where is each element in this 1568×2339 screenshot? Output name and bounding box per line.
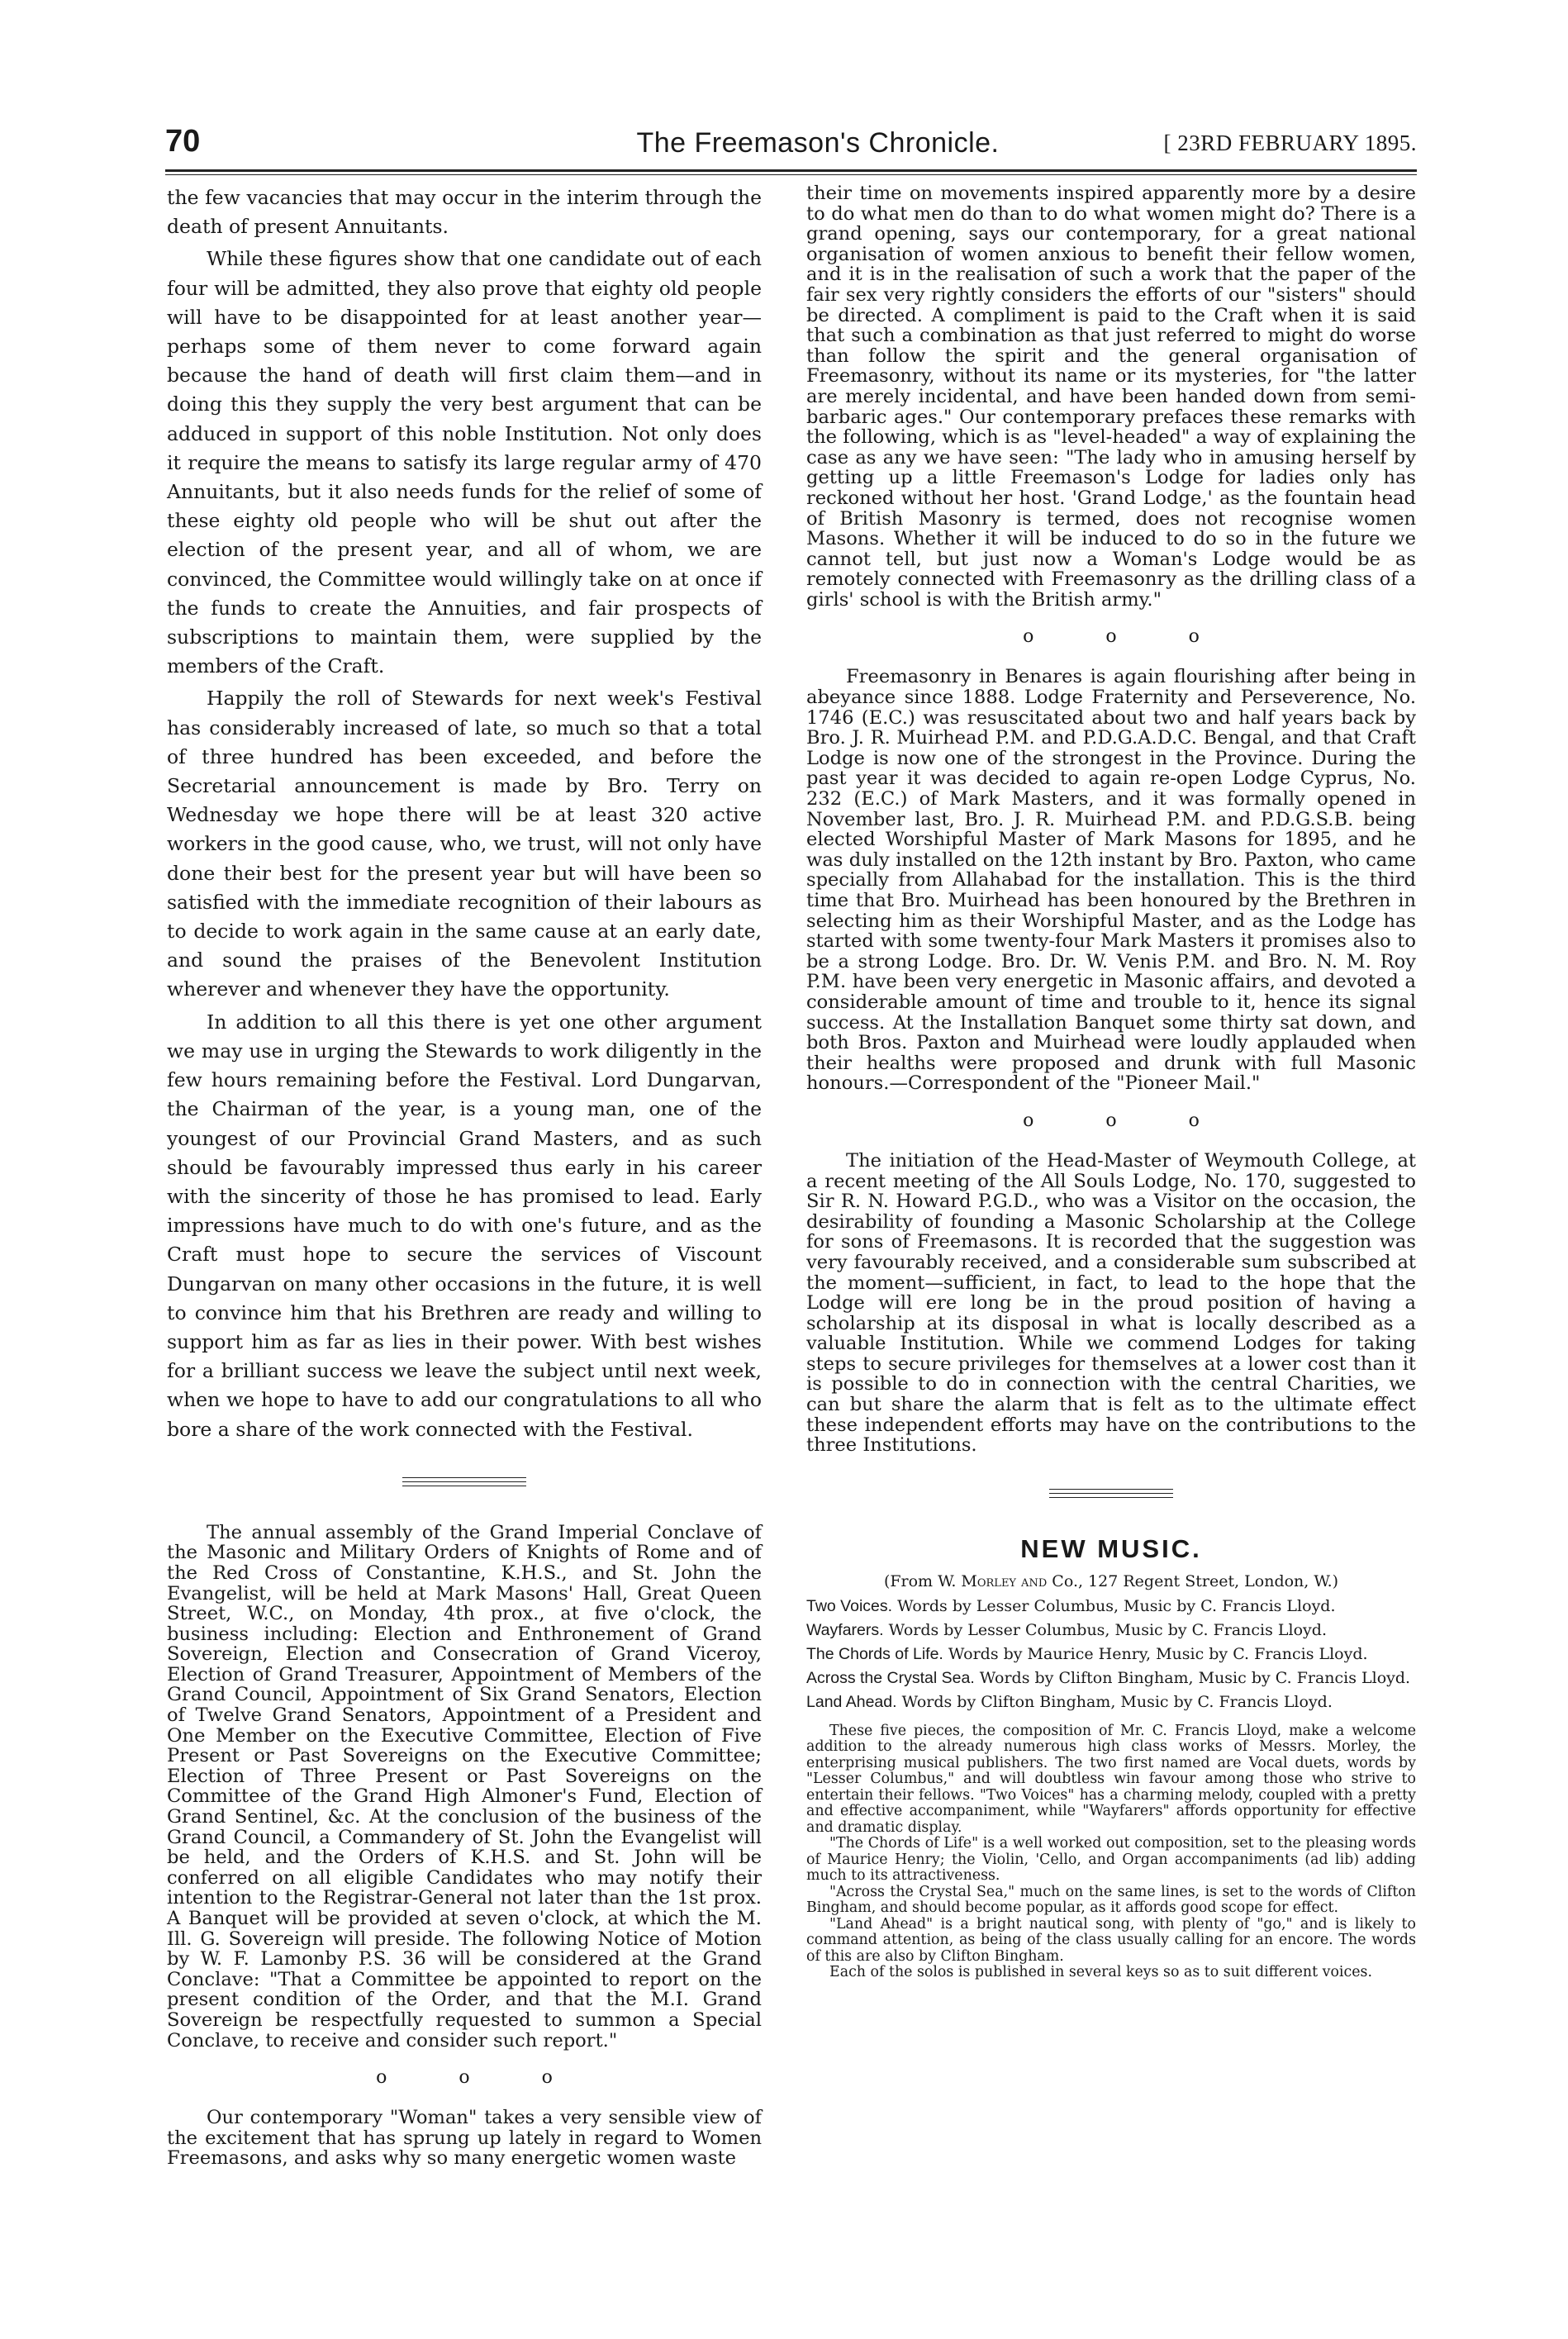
article-paragraph: Freemasonry in Benares is again flourishing after being in abeyance since 1888. Lodge Fraternity and Perseverence, No. 1746 (E.C.) was resuscitated about two and half years back by Bro. J. R. Muirhead P.M. and P.D.G.A.D.C. Bengal, and that Craft Lodge is now one of the strongest in the Province. During the past year it was decided to again re-open Lodge Cyprus, No. 232 (E.C.) of Mark Masters, and it was formally opened in November last, Bro. J. R. Muirhead P.M. and P.D.G.S.B. being elected Worshipful Master of Mark Masons for 1895, and he was duly installed on the 12th instant by Bro. Paxton, who came specially from Allahabad for the installation. This is the third time that Bro. Muirhead has been honoured by the Brethren in selecting him as their Worshipful Master, and as the Lodge has started with some twenty-four Mark Masters it promises also to be a strong Lodge. Bro. Dr. W. Venis P.M. and Bro. N. M. Roy P.M. have been very energetic in Masonic affairs, and devoted a considerable amount of time and trouble to it, hence its signal success. At the Installation Banquet some thirty sat down, and both Bros. Paxton and Muirhead were loudly applauded when their healths were proposed and drunk with full Masonic honours.—Correspondent of the "Pioneer Mail." [806,666,1416,1095]
review-paragraph: Each of the solos is published in several keys so as to suit different voices. [829,1964,1372,1981]
song-entry [806,1621,1416,1640]
song-title: Wayfarers. [806,1620,884,1639]
paragraph-separator: o o o [1023,1110,1233,1131]
left-column [167,183,762,2172]
music-review [806,1723,1416,1981]
song-title: The Chords of Life. [806,1644,943,1663]
song-title: Land Ahead. [806,1692,897,1711]
article-paragraph: The initiation of the Head-Master of Weymouth College, at a recent meeting of the All Souls Lodge, No. 170, suggested to Sir R. N. Howard P.G.D., who was a Visitor on the occasion, the desirability of founding a Masonic Scholarship at the College for sons of Freemasons. It is recorded that the suggestion was very favourably received, and a considerable sum subscribed at the moment—sufficient, in fact, to lead to the hope that the Lodge will ere long be in the proud position of having a scholarship at its disposal in what is locally described as a valuable Institution. While we commend Lodges for taking steps to secure privileges for themselves at a lower cost than it is possible to do in connection with the central Charities, we can but share the alarm that is felt as to the ultimate effect these independent efforts may have on the contributions to the three Institutions. [806,1149,1416,1457]
song-detail: Words by Clifton Bingham, Music by C. Francis Lloyd. [979,1668,1411,1687]
header-rule-thin [165,174,1417,175]
article-paragraph: While these figures show that one candidate out of each four will be admitted, they also prove that eighty old people will have to be disappointed for at least another year—perhaps some of them never to come forward again because the hand of death will first claim them—and in doing this they supply the very best argument that can be adduced in support of this noble Institution. Not only does it require the means to satisfy its large regular army of 470 Annuitants, but it also needs funds for the relief of some of these eighty old people who will be shut out after the election of the present year, and all of whom, we are convinced, the Committee would willingly take on at once if the funds to create the Annuities, and fair prospects of subscriptions to maintain them, were supplied by the members of the Craft. [167,247,762,678]
song-entry [806,1669,1416,1688]
publisher-address: Co., 127 Regent Street, London, W.) [1052,1571,1339,1590]
page-header [165,124,1417,174]
song-entry [806,1645,1416,1664]
article-paragraph: Happily the roll of Stewards for next week's Festival has considerably increased of late, so much so that a total of three hundred has been exceeded, and before the Secretarial announcement is made by Bro. Terry on Wednesday we hope there will be at least 320 active workers in the good cause, who, we trust, will not only have done their best for the present year but will have been so satisfied with the immediate recognition of their labours as to decide to work again in the same cause at an early date, and sound the praises of the Benevolent Institution wherever and whenever they have the opportunity. [167,687,762,1001]
article-paragraph: In addition to all this there is yet one other argument we may use in urging the Stewards to work diligently in the few hours remaining before the Festival. Lord Dungarvan, the Chairman of the year, is a young man, one of the youngest of our Provincial Grand Masters, and as such should be favourably impressed thus early in his career with the sincerity of those he has promised to lead. Early impressions have much to do with one's future, and as the Craft must hope to secure the services of Viscount Dungarvan on many other occasions in the future, it is well to convince him that his Brethren are ready and willing to support him as far as lies in their power. With best wishes for a brilliant success we leave the subject until next week, when we hope to have to add our congratulations to all who bore a share of the work connected with the Festival. [167,1010,762,1441]
publisher-name: Morley and [961,1571,1048,1590]
paragraph-separator: o o o [1023,626,1233,648]
article-paragraph: Our contemporary "Woman" takes a very sensible view of the excitement that has sprung up lately in regard to Women Freemasons, and asks why so many energetic women waste [167,2107,762,2170]
song-entry [806,1693,1416,1712]
song-title: Two Voices. [806,1596,893,1615]
review-paragraph: These five pieces, the composition of Mr. C. Francis Lloyd, make a welcome addition to the already numerous high class works of Messrs. Morley, the enterprising musical publishers. The two first named are Vocal duets, words by "Lesser Columbus," and will doubtless win favour among those who strive to entertain their fellows. "Two Voices" has a charming melody, coupled with a pretty and effective accompaniment, while "Wayfarers" affords opportunity for effective and dramatic display. [806,1722,1416,1836]
newspaper-title: The Freemason's Chronicle. [636,127,1000,159]
review-paragraph: "Land Ahead" is a bright nautical song, with plenty of "go," and is likely to command attention, as being of the class usually calling for an encore. The words of this are also by Clifton Bingham. [806,1915,1416,1965]
right-column [806,183,1416,1981]
issue-date: [ 23RD FEBRUARY 1895. [1163,131,1417,155]
page-number: 70 [165,124,201,159]
section-divider [402,1477,526,1486]
header-rule-thick [165,169,1417,172]
review-paragraph: "The Chords of Life" is a well worked out composition, set to the pleasing words of Maurice Henry; the Violin, 'Cello, and Organ accompaniments (ad lib) adding much to its attractiveness. [806,1835,1416,1885]
review-paragraph: "Across the Crystal Sea," much on the same lines, is set to the words of Clifton Bingham, and should become popular, as it affords good scope for effect. [806,1883,1416,1917]
section-divider [1049,1489,1173,1498]
paragraph-separator: o o o [376,2067,586,2089]
publisher-prefix: (From W. [883,1571,957,1590]
song-detail: Words by Lesser Columbus, Music by C. Francis Lloyd. [897,1596,1336,1615]
article-paragraph: The annual assembly of the Grand Imperial Conclave of the Masonic and Military Orders of Knights of Rome and of the Red Cross of Constantine, K.H.S., and St. John the Evangelist, will be held at Mark Masons' Hall, Great Queen Street, W.C., on Monday, 4th prox., at five o'clock, the business including: Election and Enthronement of Grand Sovereign, Election and Consecration of Grand Viceroy, Election of Grand Treasurer, Appointment of Members of the Grand Council, Appointment of Six Grand Senators, Election of Twelve Grand Senators, Appointment of a President and One Member on the Executive Committee, Election of Five Present or Past Sovereigns on the Executive Committee; Election of Three Present or Past Sovereigns on the Committee of the Grand High Almoner's Fund, Election of Grand Sentinel, &c. At the conclusion of the business of the Grand Council, a Commandery of St. John the Evangelist will be held, and the Orders of K.H.S. and St. John will be conferred on all eligible Candidates who may notify their intention to the Registrar-General not later than the 1st prox. A Banquet will be provided at seven o'clock, at which the M. Ill. G. Sovereign will preside. The following Notice of Motion by W. F. Lamonby P.S. 36 will be considered at the Grand Conclave: "That a Committee be appointed to report on the present condition of the Order, and that the M.I. Grand Sovereign be respectfully requested to summon a Special Conclave, to receive and consider such report." [167,1521,762,2051]
article-paragraph: their time on movements inspired apparently more by a desire to do what men do than to do what women might do? There is a grand opening, says our contemporary, for a great national organisation of women anxious to benefit their fellow women, and it is in the realisation of such a work that the paper of the fair sex very rightly considers the efforts of our "sisters" should be directed. A compliment is paid to the Craft when it is said that such a combination as that just referred to might do worse than follow the spirit and the general organisation of Freemasonry, without its name or its mysteries, for "the latter are merely incidental, and have been handed down from semi-barbaric ages." Our contemporary prefaces these remarks with the following, which is as "level-headed" a way of explaining the case as any we have seen: "The lady who in amusing herself by getting up a little Freemason's Lodge for ladies only has reckoned without her host. 'Grand Lodge,' as the fountain head of British Masonry is termed, does not recognise women Masons. Whether it will be induced to do so in the future we cannot tell, but just now a Woman's Lodge would be as remotely connected with Freemasonry as the drilling class of a girls' school is with the British army." [806,183,1416,611]
song-detail: Words by Lesser Columbus, Music by C. Francis Lloyd. [888,1620,1327,1639]
article-paragraph: the few vacancies that may occur in the interim through the death of present Annuitants. [167,186,762,239]
song-entry [806,1597,1416,1616]
song-list [806,1597,1416,1712]
new-music-heading: NEW MUSIC. [1020,1533,1202,1563]
song-detail: Words by Maurice Henry, Music by C. Francis Lloyd. [948,1644,1368,1663]
song-title: Across the Crystal Sea. [806,1668,975,1687]
song-detail: Words by Clifton Bingham, Music by C. Francis Lloyd. [901,1692,1333,1711]
publisher-line [806,1572,1416,1590]
